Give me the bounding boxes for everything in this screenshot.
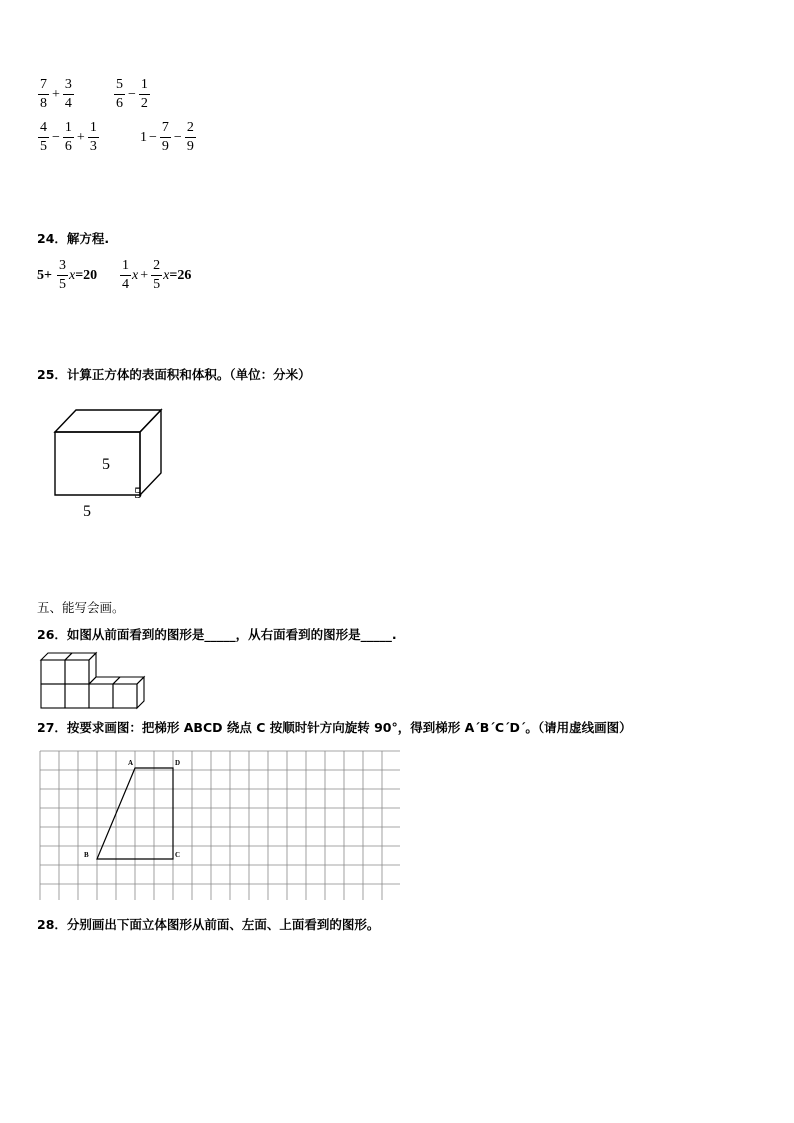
fraction: $\frac{3}{5}$	[58, 258, 66, 292]
point-b-label: B	[84, 851, 89, 859]
cube-figure	[40, 400, 170, 525]
fraction: $\frac{1}{3}$	[89, 120, 97, 154]
expression-2: $\frac{5}{6}$ − $\frac{1}{2}$	[116, 77, 148, 111]
point-c-label: C	[175, 851, 181, 859]
cube-face	[41, 684, 65, 708]
cube-top	[89, 677, 120, 684]
point-a-label: A	[128, 759, 134, 767]
expression-4: 1 − $\frac{7}{9}$ − $\frac{2}{9}$	[140, 120, 194, 154]
fraction: $\frac{1}{6}$	[64, 120, 72, 154]
question-24-title: 24．解方程.	[37, 231, 110, 246]
cubes-figure	[38, 648, 150, 710]
question-25-title: 25．计算正方体的表面积和体积。（单位：分米）	[37, 367, 311, 382]
expression-1: $\frac{7}{8}$ + $\frac{3}{4}$	[40, 77, 72, 111]
expression-3: $\frac{4}{5}$ − $\frac{1}{6}$ + $\frac{1}{3}$	[40, 120, 97, 154]
fraction: $\frac{7}{8}$	[40, 77, 47, 111]
cube-height-label: 5	[102, 456, 110, 473]
fraction: $\frac{2}{5}$	[153, 258, 161, 292]
question-26-title: 26．如图从前面看到的图形是_____，从右面看到的图形是_____.	[37, 627, 397, 642]
cube-side	[137, 677, 144, 708]
cube-face	[113, 684, 137, 708]
equation-1: 5+ $\frac{3}{5}$ x =20	[37, 258, 98, 292]
cube-side	[89, 653, 96, 684]
fraction: $\frac{1}{4}$	[122, 258, 129, 292]
cube-top-face	[55, 410, 161, 432]
fraction: $\frac{2}{9}$	[186, 120, 194, 154]
cube-face	[41, 660, 65, 684]
grid	[40, 751, 400, 900]
question-28-title: 28．分别画出下面立体图形从前面、左面、上面看到的图形。	[37, 917, 380, 932]
cube-face	[65, 684, 89, 708]
cube-top	[113, 677, 144, 684]
cube-face	[89, 684, 113, 708]
point-d-label: D	[175, 759, 181, 767]
cube-face	[65, 660, 89, 684]
fraction: $\frac{1}{2}$	[140, 77, 148, 111]
grid-figure	[38, 750, 400, 900]
cube-side-face	[140, 410, 161, 495]
question-27-title: 27．按要求画图：把梯形 ABCD 绕点 C 按顺时针方向旋转 90°，得到梯形 A΄B΄C΄D΄。（请用虚线画图）	[37, 720, 632, 735]
cube-depth-label: 5	[134, 485, 142, 502]
cube-width-label: 5	[83, 503, 91, 520]
fraction: $\frac{3}{4}$	[64, 77, 72, 111]
cube-top	[41, 653, 72, 660]
cube-top	[65, 653, 96, 660]
cube-front-face	[55, 432, 140, 495]
section-5-title: 五、能写会画。	[37, 600, 125, 615]
fraction: $\frac{7}{9}$	[161, 120, 169, 154]
fraction: $\frac{5}{6}$	[116, 77, 123, 111]
equation-2: $\frac{1}{4}$ x + $\frac{2}{5}$ x =26	[122, 258, 192, 292]
fraction: $\frac{4}{5}$	[40, 120, 47, 154]
